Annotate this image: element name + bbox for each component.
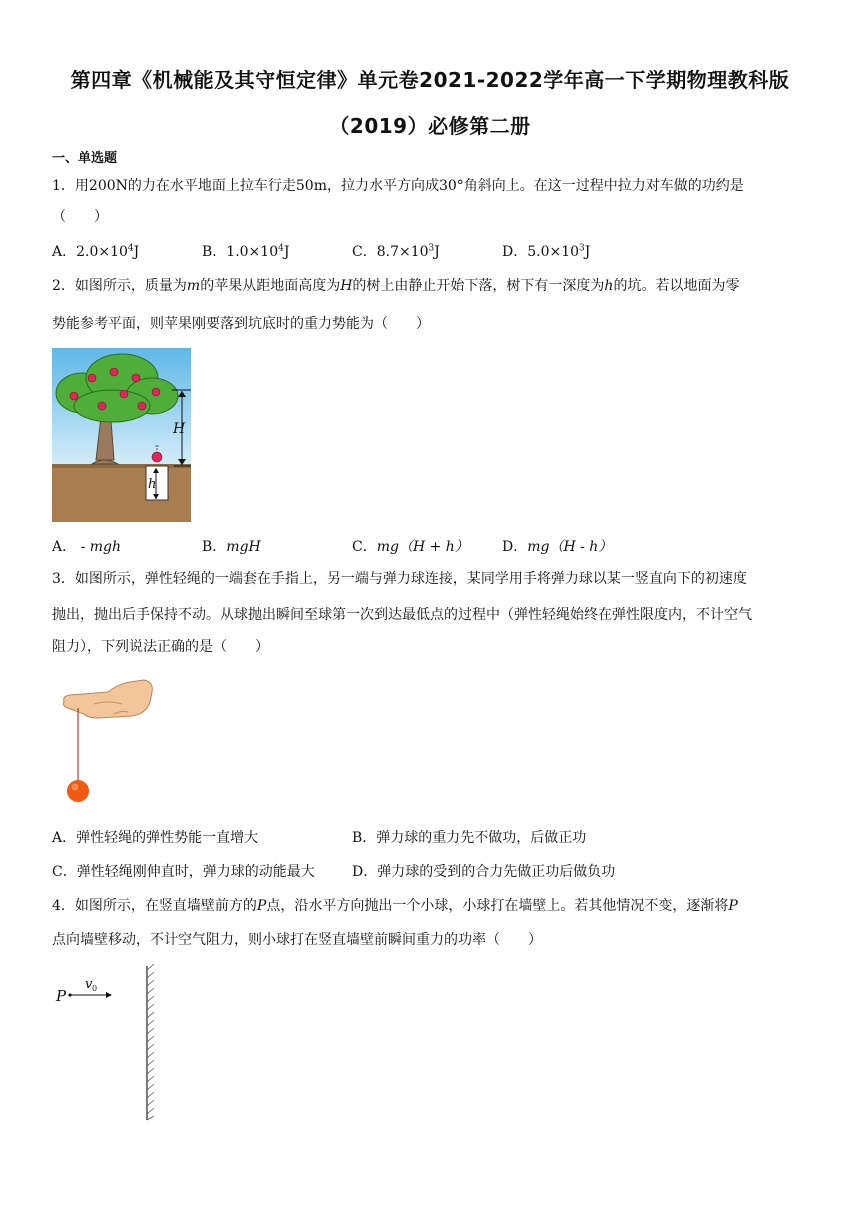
q2-option-a[interactable]: A． - mgh bbox=[52, 539, 122, 555]
q2-option-c[interactable]: C．mg（H + h） bbox=[352, 539, 469, 555]
q1-option-b[interactable]: B．$1.0\times 10^4J$ bbox=[202, 243, 290, 260]
q4-stem-line2: 点向墙壁移动，不计空气阻力，则小球打在竖直墙壁前瞬间重力的功率（ ） bbox=[52, 932, 542, 948]
height-label-H: H bbox=[173, 421, 186, 437]
document-title-line1: 第四章《机械能及其守恒定律》单元卷2021-2022学年高一下学期物理教科版 bbox=[70, 68, 790, 92]
q2-stem-line1: 2．如图所示，质量为m的苹果从距地面高度为H的树上由静止开始下落，树下有一深度为h的坑。若以地面为零 bbox=[52, 278, 740, 294]
q2-option-b[interactable]: B．mgH bbox=[202, 539, 261, 555]
wall-hatching bbox=[147, 964, 154, 1120]
q1-stem-line2: （ ） bbox=[52, 209, 108, 225]
q3-option-b[interactable]: B．弹力球的重力先不做功，后做正功 bbox=[352, 830, 587, 846]
q1-option-a[interactable]: A．$2.0\times 10^4J$ bbox=[52, 243, 140, 260]
q2-stem-line2: 势能参考平面，则苹果刚要落到坑底时的重力势能为（ ） bbox=[52, 316, 430, 332]
velocity-label-v: v bbox=[85, 977, 93, 992]
q3-stem-line3: 阻力），下列说法正确的是（ ） bbox=[52, 639, 269, 655]
depth-label-h: h bbox=[148, 477, 157, 492]
q3-stem-line1: 3．如图所示，弹性轻绳的一端套在手指上，另一端与弹力球连接，某同学用手将弹力球以某一竖直向下的初速度 bbox=[52, 571, 747, 587]
apple-tree-figure bbox=[52, 348, 191, 522]
q3-option-c[interactable]: C．弹性轻绳刚伸直时，弹力球的动能最大 bbox=[52, 864, 315, 880]
q1-stem-line1: 1．用200N的力在水平地面上拉车行走50m，拉力水平方向成30°角斜向上。在这一过程中拉力对车做的功约是 bbox=[52, 178, 744, 194]
q3-option-a[interactable]: A．弹性轻绳的弹性势能一直增大 bbox=[52, 830, 259, 846]
q2-option-d[interactable]: D．mg（H - h） bbox=[502, 539, 613, 555]
q1-option-c[interactable]: C．$8.7\times 10^3J$ bbox=[352, 243, 440, 260]
q1-option-d[interactable]: D．$5.0\times 10^3J$ bbox=[502, 243, 591, 260]
section-heading: 一、单选题 bbox=[52, 151, 118, 166]
q3-option-d[interactable]: D．弹力球的受到的合力先做正功后做负功 bbox=[352, 864, 616, 880]
velocity-subscript-0: 0 bbox=[92, 984, 98, 993]
document-title-line2: （2019）必修第二册 bbox=[329, 114, 531, 138]
hand-ball-figure bbox=[58, 674, 158, 806]
q3-stem-line2: 抛出，抛出后手保持不动。从球抛出瞬间至球第一次到达最低点的过程中（弹性轻绳始终在弹性限度内，不计空气 bbox=[52, 607, 752, 623]
q4-stem-line1: 4．如图所示，在竖直墙壁前方的P点，沿水平方向抛出一个小球，小球打在墙壁上。若其他情况不变，逐渐将P bbox=[52, 898, 738, 914]
wall-projectile-figure bbox=[52, 964, 172, 1124]
point-label-P: P bbox=[56, 987, 67, 1005]
